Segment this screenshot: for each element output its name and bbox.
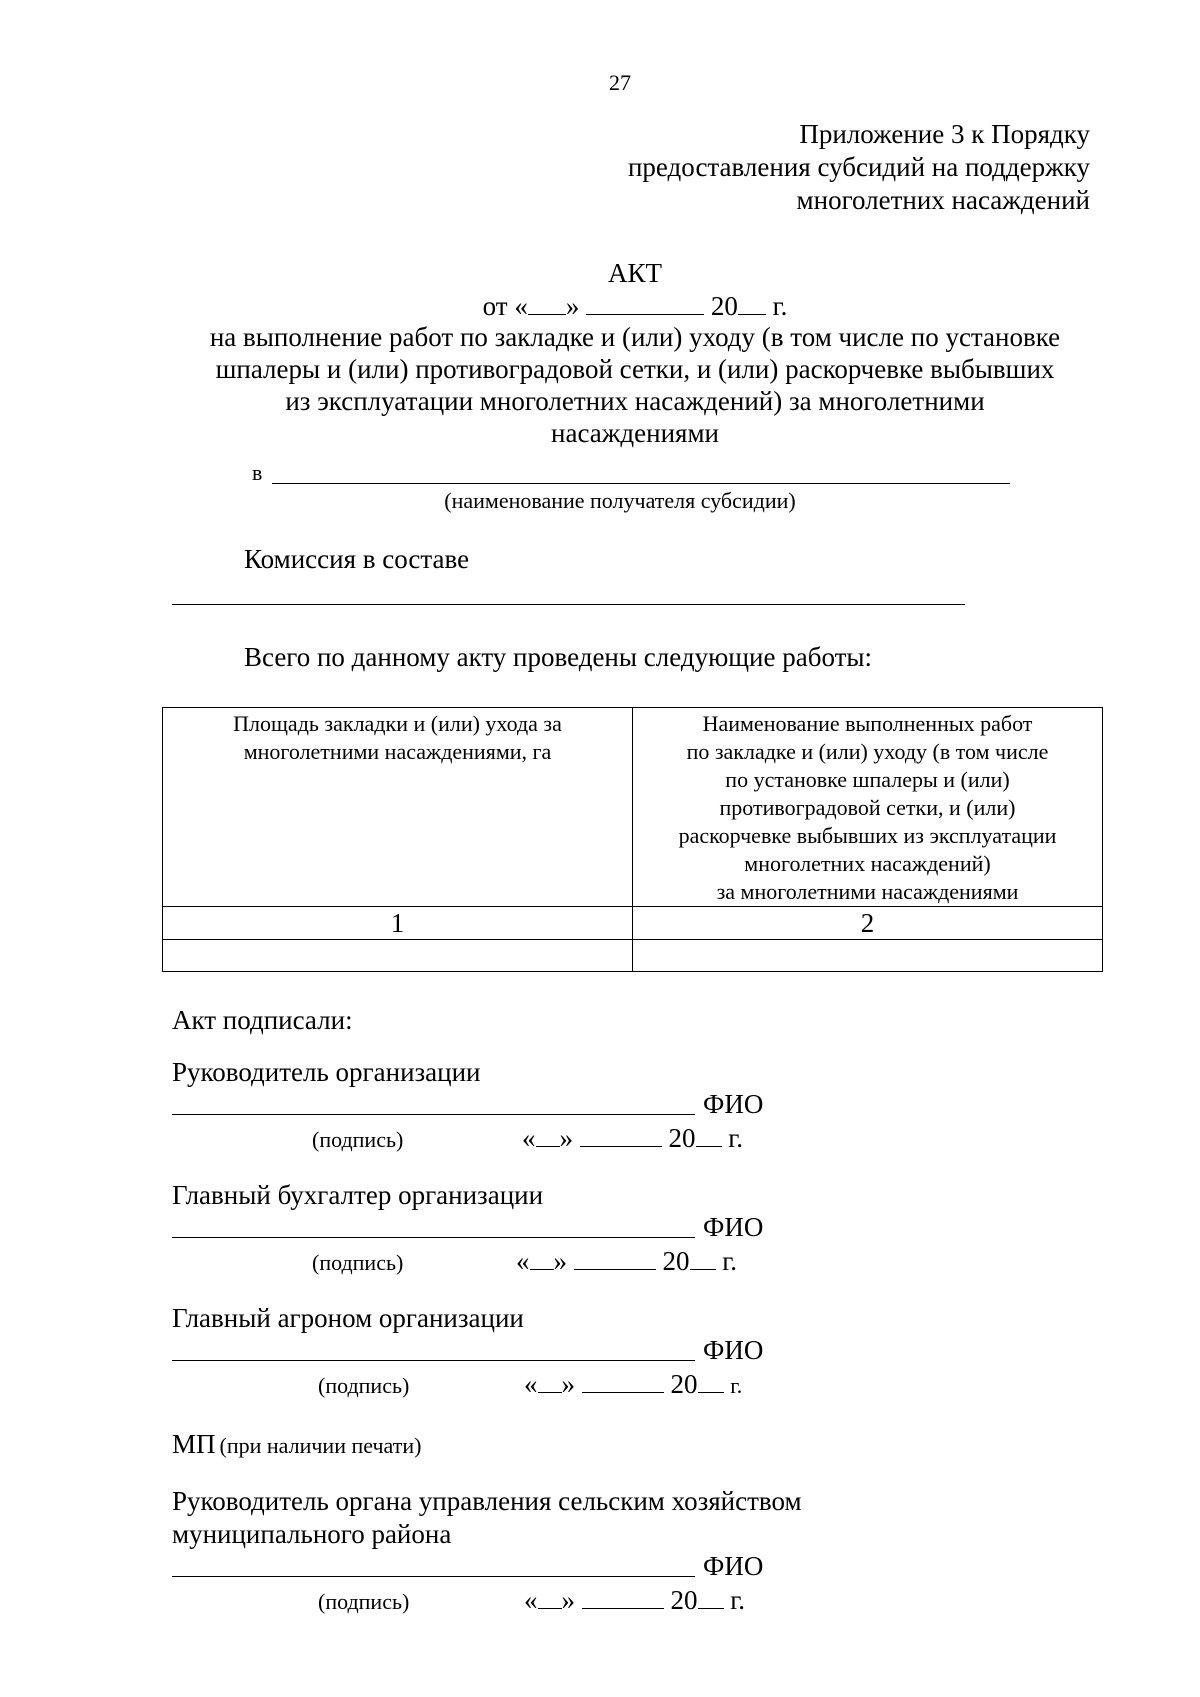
act-description-line-1: на выполнение работ по закладке и (или) уходу (в том числе по установке [209, 322, 1061, 352]
date-close: » [559, 1123, 573, 1153]
signatory-title: Главный агроном организации [172, 1303, 524, 1333]
appendix-line-2: предоставления субсидий на поддержку [627, 152, 1090, 182]
act-date-prefix: от « [482, 291, 528, 321]
recipient-name-field[interactable] [272, 483, 1010, 484]
month-blank[interactable] [582, 1368, 664, 1393]
day-blank[interactable] [538, 1584, 562, 1609]
col2-header [633, 708, 1103, 907]
act-date-line [0, 290, 1200, 322]
col2-header-line: Наименование выполненных работ [702, 711, 1033, 736]
date-open: « [524, 1369, 538, 1399]
signatory-title: муниципального района [172, 1519, 452, 1549]
commission-label: Комиссия в составе [244, 544, 470, 574]
signature-date [524, 1584, 745, 1616]
date-open: « [516, 1246, 530, 1276]
year-prefix: 20 [662, 1246, 690, 1276]
day-blank[interactable] [530, 1245, 554, 1270]
month-blank[interactable] [580, 1122, 662, 1147]
year-blank[interactable] [690, 1245, 716, 1270]
col2-number: 2 [633, 907, 1103, 940]
year-blank[interactable] [698, 1368, 724, 1393]
fio-label: ФИО [703, 1335, 764, 1365]
table-cell-works[interactable] [633, 940, 1103, 972]
in-prefix: в [252, 460, 263, 485]
commission-members-field[interactable] [172, 604, 965, 605]
year-prefix: 20 [668, 1123, 696, 1153]
signatory-title: Руководитель органа управления сельским хозяйством [172, 1486, 802, 1516]
signature-field[interactable] [172, 1237, 695, 1238]
signatory-title: Руководитель организации [172, 1057, 481, 1087]
signature-field[interactable] [172, 1576, 695, 1577]
table-header-row [163, 708, 1103, 907]
recipient-caption: (наименование получателя субсидии) [444, 488, 796, 513]
year-blank[interactable] [696, 1122, 722, 1147]
fio-label: ФИО [703, 1551, 764, 1581]
col2-header-line: раскорчевке выбывших из эксплуатации [678, 823, 1057, 848]
fio-label: ФИО [703, 1089, 764, 1119]
signature-caption: (подпись) [312, 1250, 404, 1275]
appendix-line-1: Приложение 3 к Порядку [799, 119, 1090, 149]
act-description-line-2: шпалеры и (или) противоградовой сетки, и (или) раскорчевке выбывших [215, 354, 1055, 384]
fio-label: ФИО [703, 1212, 764, 1242]
table-number-row [163, 907, 1103, 940]
stamp-note: (при наличии печати) [219, 1433, 422, 1458]
date-close: » [561, 1585, 575, 1615]
signature-caption: (подпись) [318, 1373, 410, 1398]
col2-header-line: за многолетними насаждениями [716, 879, 1019, 904]
signature-date [524, 1368, 742, 1400]
date-open: « [524, 1585, 538, 1615]
signature-caption: (подпись) [312, 1127, 404, 1152]
col2-header-line: многолетних насаждений) [744, 851, 991, 876]
year-prefix: 20 [670, 1585, 698, 1615]
col1-header-line: многолетними насаждениями, га [243, 739, 552, 764]
day-blank[interactable] [538, 1368, 562, 1393]
year-suffix: г. [730, 1373, 743, 1398]
year-suffix: г. [730, 1585, 746, 1615]
signature-caption: (подпись) [318, 1589, 410, 1614]
act-description-line-3: из эксплуатации многолетних насаждений) за многолетними [285, 386, 985, 416]
act-date-mid: » [565, 291, 580, 321]
signed-label: Акт подписали: [172, 1005, 353, 1035]
table-row [163, 940, 1103, 972]
col1-header [163, 708, 633, 907]
page-number: 27 [609, 70, 631, 95]
col2-header-line: противоградовой сетки, и (или) [719, 795, 1016, 820]
act-year-blank[interactable] [738, 290, 766, 315]
signatory-title: Главный бухгалтер организации [172, 1180, 544, 1210]
date-open: « [522, 1123, 536, 1153]
appendix-line-3: многолетних насаждений [796, 185, 1090, 215]
act-year: 20 [710, 291, 738, 321]
col1-header-line: Площадь закладки и (или) ухода за [233, 711, 562, 736]
year-suffix: г. [728, 1123, 744, 1153]
works-intro: Всего по данному акту проведены следующие работы: [244, 642, 873, 672]
act-title: АКТ [608, 258, 662, 288]
table-cell-area[interactable] [163, 940, 633, 972]
date-close: » [553, 1246, 567, 1276]
col2-header-line: по закладке и (или) уходу (в том числе [686, 739, 1049, 764]
col2-header-line: по установке шпалеры и (или) [725, 767, 1010, 792]
year-suffix: г. [722, 1246, 738, 1276]
act-description-line-4: насаждениями [551, 418, 719, 448]
month-blank[interactable] [574, 1245, 656, 1270]
signature-field[interactable] [172, 1360, 695, 1361]
stamp-area [172, 1429, 421, 1460]
year-prefix: 20 [670, 1369, 698, 1399]
col1-number: 1 [163, 907, 633, 940]
date-close: » [561, 1369, 575, 1399]
year-blank[interactable] [698, 1584, 724, 1609]
act-day-blank[interactable] [528, 290, 566, 315]
signature-date [522, 1122, 743, 1154]
signature-date [516, 1245, 737, 1277]
day-blank[interactable] [536, 1122, 560, 1147]
month-blank[interactable] [582, 1584, 664, 1609]
works-table [162, 707, 1103, 972]
act-month-blank[interactable] [586, 290, 704, 315]
stamp-label: МП [172, 1429, 216, 1459]
act-year-suffix: г. [772, 291, 788, 321]
signature-field[interactable] [172, 1114, 695, 1115]
